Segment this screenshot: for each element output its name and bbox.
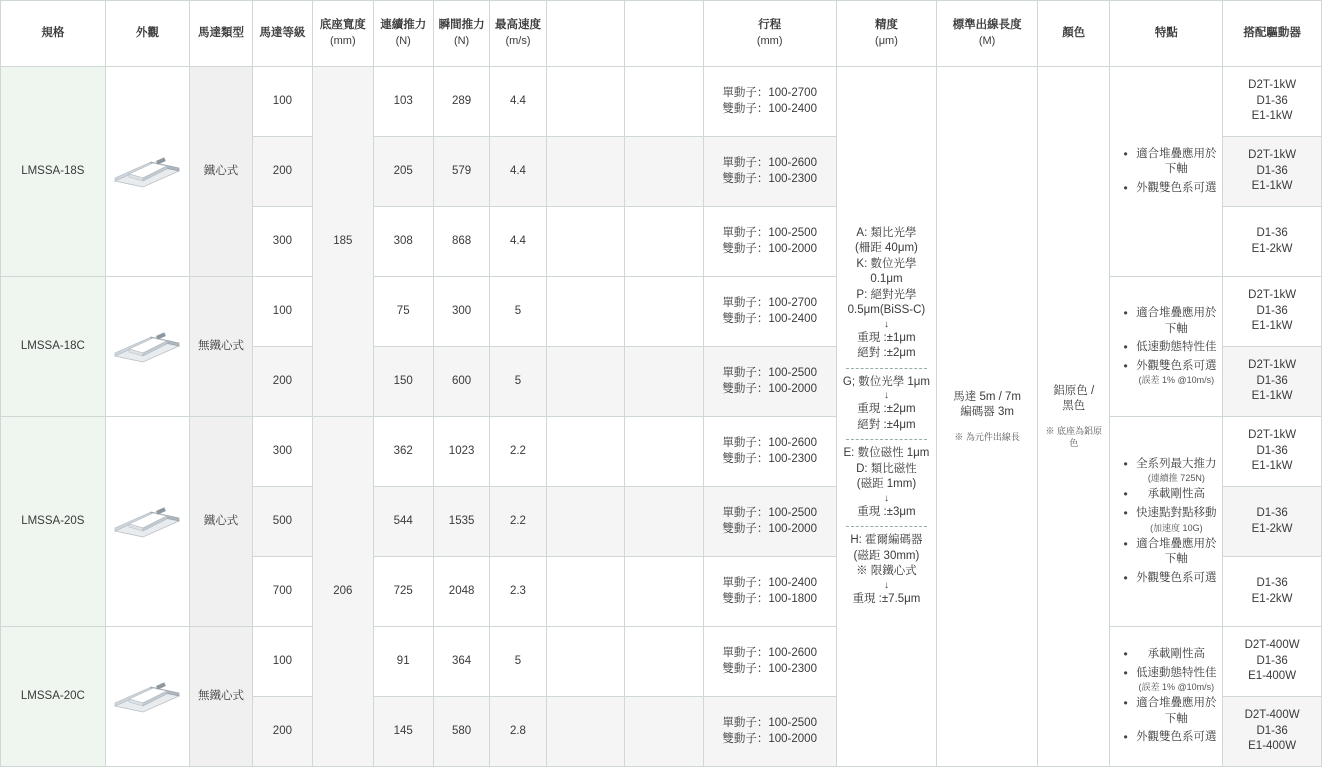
continuous-force: 75 (373, 277, 433, 347)
motor-grade: 300 (252, 207, 312, 277)
peak-force: 1023 (433, 417, 489, 487)
header-motor-type: 馬達類型 (190, 1, 252, 67)
blank-cell-2 (625, 137, 704, 207)
peak-force: 600 (433, 347, 489, 417)
driver-models: D2T-1kW D1-36 E1-1kW (1223, 417, 1322, 487)
blank-cell-1 (546, 697, 625, 767)
stroke-range: 單動子：100-2500 雙動子：100-2000 (703, 207, 836, 277)
continuous-force: 145 (373, 697, 433, 767)
appearance-cell (105, 627, 190, 767)
driver-models: D2T-1kW D1-36 E1-1kW (1223, 137, 1322, 207)
driver-models: D2T-1kW D1-36 E1-1kW (1223, 67, 1322, 137)
continuous-force: 91 (373, 627, 433, 697)
spec-name: LMSSA-20C (1, 627, 106, 767)
header-appearance: 外觀 (105, 1, 190, 67)
continuous-force: 205 (373, 137, 433, 207)
motor-grade: 500 (252, 487, 312, 557)
blank-cell-1 (546, 277, 625, 347)
continuous-force: 725 (373, 557, 433, 627)
list-item: • 全系列最大推力 (連續推 725N) (1125, 457, 1219, 485)
max-speed: 4.4 (490, 67, 546, 137)
spec-name: LMSSA-18S (1, 67, 106, 277)
list-item: • 快速點對點移動 (加速度 10G) (1125, 506, 1219, 534)
continuous-force: 103 (373, 67, 433, 137)
header-features: 特點 (1110, 1, 1223, 67)
peak-force: 289 (433, 67, 489, 137)
continuous-force: 308 (373, 207, 433, 277)
blank-cell-2 (625, 627, 704, 697)
motor-type: 無鐵心式 (190, 627, 252, 767)
max-speed: 2.2 (490, 417, 546, 487)
stroke-range: 單動子：100-2600 雙動子：100-2300 (703, 137, 836, 207)
max-speed: 2.3 (490, 557, 546, 627)
stroke-range: 單動子：100-2500 雙動子：100-2000 (703, 487, 836, 557)
max-speed: 2.2 (490, 487, 546, 557)
list-item: • 外觀雙色系可選 (誤差 1% @10m/s) (1125, 359, 1219, 387)
motor-grade: 100 (252, 627, 312, 697)
color-options: 鋁原色 / 黑色 ※ 底座為鋁原色 (1037, 67, 1109, 767)
accuracy-options: A: 類比光學 (柵距 40μm) K: 數位光學 0.1μm P: 絕對光學 0.5μm(BiSS-C) ↓ 重現 :±1μm 絕對 :±2μm G; 數位光學 1μm ↓ 重現 :±2μm 絕對 :±4μm E: 數位磁性 1μm D: 類比磁性 (磁距 1mm) ↓ 重現 :±3μm H: 霍爾編碼器 (磁距 30mm) ※ 限鐵心式 ↓ 重現 :±7.5μm (836, 67, 937, 767)
list-item: • 外觀雙色系可選 (1125, 571, 1219, 587)
max-speed: 4.4 (490, 137, 546, 207)
table-header (1, 1, 1322, 67)
continuous-force: 544 (373, 487, 433, 557)
max-speed: 5 (490, 347, 546, 417)
list-item: • 低速動態特性佳 (1125, 340, 1219, 356)
motor-grade: 100 (252, 277, 312, 347)
continuous-force: 150 (373, 347, 433, 417)
list-item: • 適合堆疊應用於下軸 (1125, 306, 1219, 337)
list-item: • 適合堆疊應用於下軸 (1125, 147, 1219, 178)
blank-cell-2 (625, 347, 704, 417)
stroke-range: 單動子：100-2600 雙動子：100-2300 (703, 417, 836, 487)
feature-list (1113, 647, 1219, 746)
appearance-cell (105, 67, 190, 277)
stroke-range: 單動子：100-2500 雙動子：100-2000 (703, 697, 836, 767)
driver-models: D2T-1kW D1-36 E1-1kW (1223, 277, 1322, 347)
motor-grade: 200 (252, 347, 312, 417)
actuator-illustration (111, 678, 183, 716)
max-speed: 5 (490, 627, 546, 697)
header-stroke: 行程 (mm) (703, 1, 836, 67)
base-width: 185 (313, 67, 373, 417)
blank-cell-2 (625, 487, 704, 557)
list-item: • 適合堆疊應用於下軸 (1125, 537, 1219, 568)
cable-length: 馬達 5m / 7m 編碼器 3m ※ 為元件出線長 (937, 67, 1038, 767)
peak-force: 1535 (433, 487, 489, 557)
motor-type: 鐵心式 (190, 67, 252, 277)
list-item: • 外觀雙色系可選 (1125, 730, 1219, 746)
max-speed: 5 (490, 277, 546, 347)
driver-models: D1-36 E1-2kW (1223, 207, 1322, 277)
blank-cell-2 (625, 277, 704, 347)
blank-cell-1 (546, 487, 625, 557)
blank-cell-1 (546, 557, 625, 627)
header-peak-force: 瞬間推力 (N) (433, 1, 489, 67)
driver-models: D2T-1kW D1-36 E1-1kW (1223, 347, 1322, 417)
peak-force: 579 (433, 137, 489, 207)
feature-list (1113, 147, 1219, 197)
header-max-speed: 最高速度 (m/s) (490, 1, 546, 67)
blank-cell-1 (546, 347, 625, 417)
list-item: • 承載剛性高 (1125, 487, 1219, 503)
motor-grade: 200 (252, 697, 312, 767)
header-blank-2 (625, 1, 704, 67)
driver-models: D1-36 E1-2kW (1223, 557, 1322, 627)
driver-models: D2T-400W D1-36 E1-400W (1223, 697, 1322, 767)
table-row (1, 627, 1322, 697)
stroke-range: 單動子：100-2500 雙動子：100-2000 (703, 347, 836, 417)
peak-force: 364 (433, 627, 489, 697)
header-color: 顏色 (1037, 1, 1109, 67)
features-cell (1110, 417, 1223, 627)
actuator-illustration (111, 153, 183, 191)
header-base-width: 底座寬度 (mm) (313, 1, 373, 67)
list-item: • 外觀雙色系可選 (1125, 181, 1219, 197)
motor-grade: 100 (252, 67, 312, 137)
features-cell (1110, 277, 1223, 417)
header-row (1, 1, 1322, 67)
blank-cell-1 (546, 627, 625, 697)
motor-grade: 200 (252, 137, 312, 207)
header-blank-1 (546, 1, 625, 67)
blank-cell-2 (625, 207, 704, 277)
header-cable-length: 標準出線長度 (M) (937, 1, 1038, 67)
actuator-illustration (111, 503, 183, 541)
blank-cell-2 (625, 557, 704, 627)
header-driver: 搭配驅動器 (1223, 1, 1322, 67)
features-cell (1110, 627, 1223, 767)
stroke-range: 單動子：100-2600 雙動子：100-2300 (703, 627, 836, 697)
peak-force: 868 (433, 207, 489, 277)
list-item: • 承載剛性高 (1125, 647, 1219, 663)
driver-models: D1-36 E1-2kW (1223, 487, 1322, 557)
blank-cell-1 (546, 207, 625, 277)
motor-type: 無鐵心式 (190, 277, 252, 417)
continuous-force: 362 (373, 417, 433, 487)
table-body (1, 67, 1322, 767)
base-width: 206 (313, 417, 373, 767)
features-cell (1110, 67, 1223, 277)
spec-name: LMSSA-20S (1, 417, 106, 627)
max-speed: 4.4 (490, 207, 546, 277)
blank-cell-1 (546, 137, 625, 207)
blank-cell-2 (625, 67, 704, 137)
actuator-illustration (111, 328, 183, 366)
motor-grade: 300 (252, 417, 312, 487)
table-row (1, 67, 1322, 137)
peak-force: 300 (433, 277, 489, 347)
motor-grade: 700 (252, 557, 312, 627)
motor-type: 鐵心式 (190, 417, 252, 627)
header-accuracy: 精度 (μm) (836, 1, 937, 67)
stroke-range: 單動子：100-2700 雙動子：100-2400 (703, 67, 836, 137)
blank-cell-2 (625, 697, 704, 767)
table-row (1, 417, 1322, 487)
max-speed: 2.8 (490, 697, 546, 767)
header-spec: 規格 (1, 1, 106, 67)
driver-models: D2T-400W D1-36 E1-400W (1223, 627, 1322, 697)
header-motor-grade: 馬達等級 (252, 1, 312, 67)
stroke-range: 單動子：100-2700 雙動子：100-2400 (703, 277, 836, 347)
peak-force: 580 (433, 697, 489, 767)
stroke-range: 單動子：100-2400 雙動子：100-1800 (703, 557, 836, 627)
blank-cell-1 (546, 417, 625, 487)
header-continuous-force: 連續推力 (N) (373, 1, 433, 67)
list-item: • 低速動態特性佳 (誤差 1% @10m/s) (1125, 666, 1219, 694)
appearance-cell (105, 417, 190, 627)
table-row (1, 277, 1322, 347)
appearance-cell (105, 277, 190, 417)
list-item: • 適合堆疊應用於下軸 (1125, 696, 1219, 727)
blank-cell-1 (546, 67, 625, 137)
feature-list (1113, 457, 1219, 586)
peak-force: 2048 (433, 557, 489, 627)
spec-name: LMSSA-18C (1, 277, 106, 417)
blank-cell-2 (625, 417, 704, 487)
feature-list (1113, 306, 1219, 386)
